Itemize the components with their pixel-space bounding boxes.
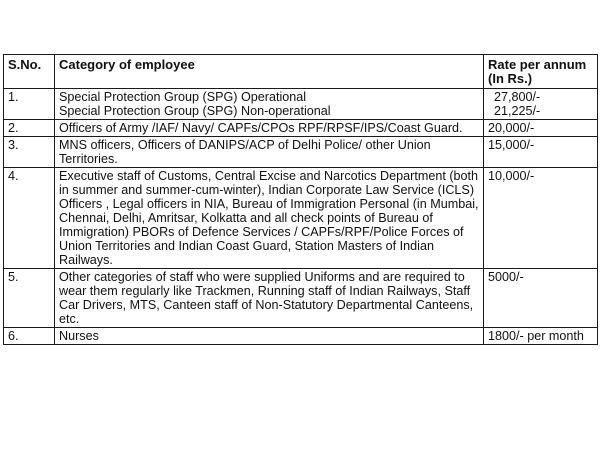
header-rate — [484, 55, 598, 89]
rate-value: 27,800/- — [494, 90, 541, 104]
header-sno: S.No. — [4, 55, 55, 89]
allowance-rate-table — [3, 54, 598, 345]
table-row — [4, 168, 598, 269]
row-sno: 1. — [4, 89, 55, 120]
row-sno: 6. — [4, 328, 55, 345]
category-line: Special Protection Group (SPG) Non-operational — [59, 104, 331, 118]
rate-value: 21,225/- — [494, 104, 541, 118]
row-rate: 15,000/- — [484, 137, 598, 168]
row-rate: 1800/- per month — [484, 328, 598, 345]
row-category: Other categories of staff who were supplied Uniforms and are required to wear them regularly like Trackmen, Running staff of Indian Railways, Staff Car Drivers, MTS, Canteen staff of Non-Statutory Departmental Canteens, etc. — [55, 269, 484, 328]
header-rate-line1: Rate per annum — [488, 57, 587, 72]
table-header-row — [4, 55, 598, 89]
row-rate — [484, 89, 598, 120]
row-rate: 5000/- — [484, 269, 598, 328]
row-category: Executive staff of Customs, Central Excise and Narcotics Department (both in summer and summer-cum-winter), Indian Corporate Law Service (ICLS) Officers , Legal officers in NIA, Bureau of Immigration Personal (in Mumbai, Chennai, Delhi, Amritsar, Kolkatta and all check points of Bureau of Immigration) PBORs of Defence Services / CAPFs/RPF/Police Forces of Union Territories and Indian Coast Guard, Station Masters of Indian Railways. — [55, 168, 484, 269]
row-rate: 10,000/- — [484, 168, 598, 269]
row-sno: 4. — [4, 168, 55, 269]
table-row — [4, 120, 598, 137]
row-sno: 2. — [4, 120, 55, 137]
row-rate: 20,000/- — [484, 120, 598, 137]
table-row — [4, 89, 598, 120]
row-category: MNS officers, Officers of DANIPS/ACP of Delhi Police/ other Union Territories. — [55, 137, 484, 168]
table-row — [4, 328, 598, 345]
row-sno: 5. — [4, 269, 55, 328]
category-line: Special Protection Group (SPG) Operational — [59, 90, 307, 104]
table-row — [4, 269, 598, 328]
row-sno: 3. — [4, 137, 55, 168]
header-rate-line2: (In Rs.) — [488, 71, 533, 86]
table-row — [4, 137, 598, 168]
header-category: Category of employee — [55, 55, 484, 89]
row-category — [55, 89, 484, 120]
row-category: Nurses — [55, 328, 484, 345]
row-category: Officers of Army /IAF/ Navy/ CAPFs/CPOs RPF/RPSF/IPS/Coast Guard. — [55, 120, 484, 137]
